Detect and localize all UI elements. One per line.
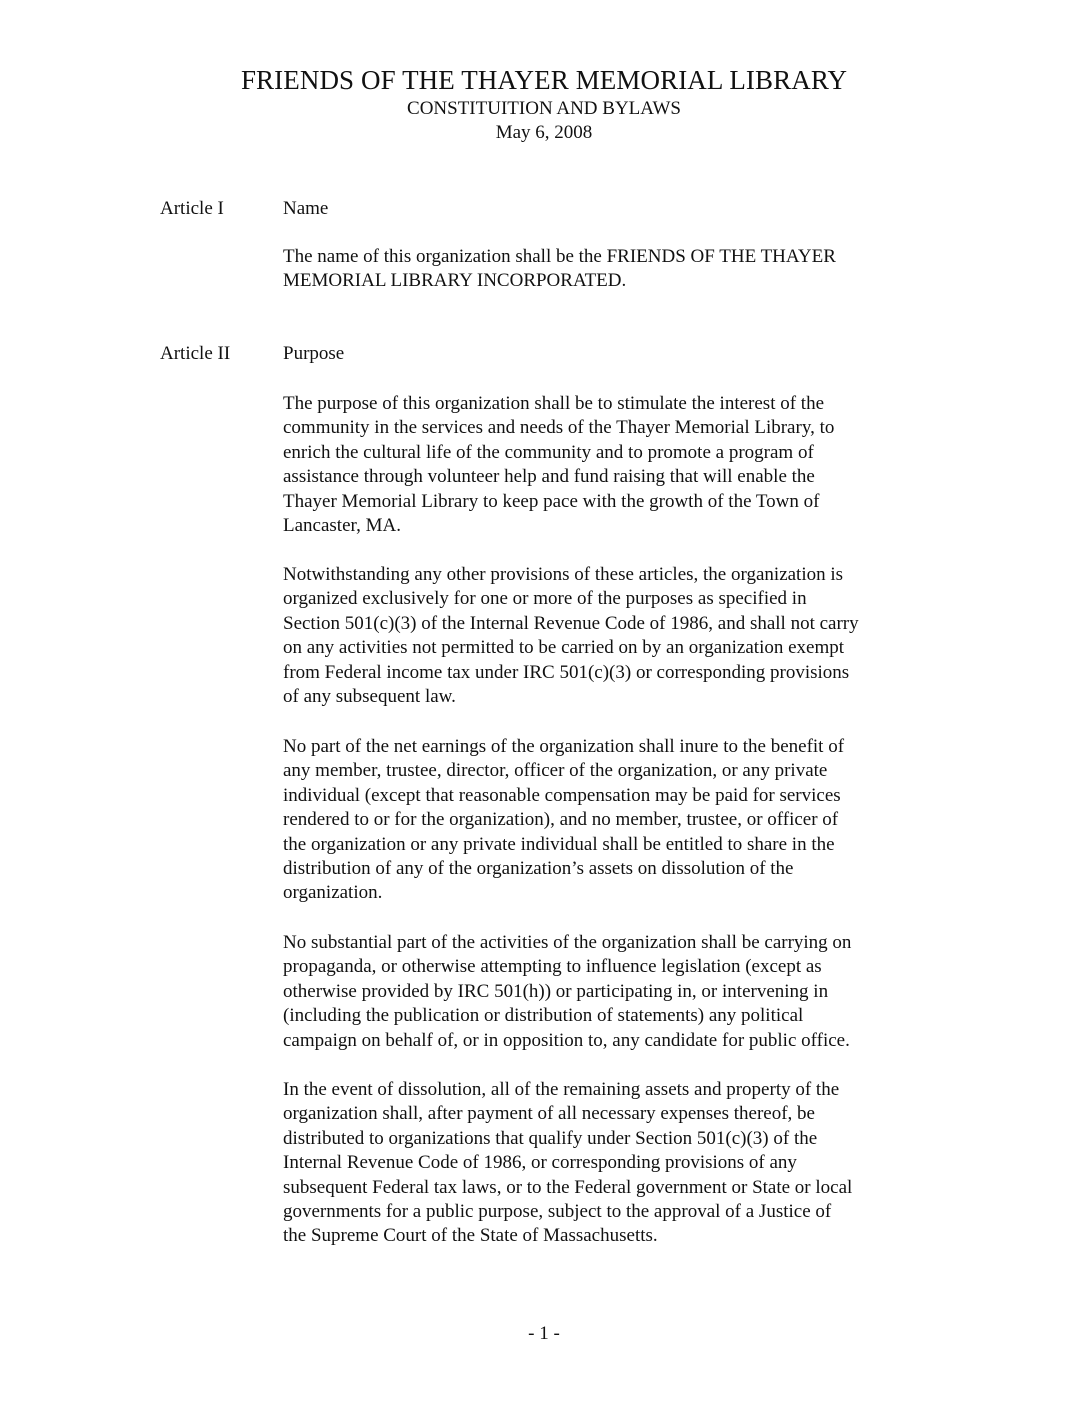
paragraph-line: campaign on behalf of, or in opposition to, any candidate for public office.: [283, 1029, 850, 1051]
paragraph-line: community in the services and needs of the Thayer Memorial Library, to: [283, 417, 835, 439]
paragraph-line: distribution of any of the organization’s assets on dissolution of the: [283, 858, 794, 880]
paragraph-line: MEMORIAL LIBRARY INCORPORATED.: [283, 270, 627, 292]
paragraph-line: organization shall, after payment of all necessary expenses thereof, be: [283, 1103, 815, 1125]
paragraph-line: of any subsequent law.: [283, 686, 456, 708]
article-2-label: Article II: [160, 343, 231, 364]
paragraph-line: No part of the net earnings of the organization shall inure to the benefit of: [283, 736, 845, 757]
paragraph-line: Internal Revenue Code of 1986, or corresponding provisions of any: [283, 1152, 797, 1174]
paragraph-line: individual (except that reasonable compensation may be paid for services: [283, 784, 841, 806]
article-1-label: Article I: [160, 198, 224, 219]
page-number: - 1 -: [528, 1323, 560, 1344]
document-header: [0, 64, 1088, 145]
article-1-paragraph-1: [283, 245, 943, 294]
article-2-paragraph-3: [283, 735, 943, 906]
paragraph-line: The name of this organization shall be the FRIENDS OF THE THAYER: [283, 246, 836, 267]
paragraph-line: otherwise provided by IRC 501(h)) or participating in, or intervening in: [283, 980, 829, 1002]
paragraph-line: Thayer Memorial Library to keep pace with the growth of the Town of: [283, 490, 820, 512]
article-1-heading: Name: [283, 198, 329, 219]
paragraph-line: No substantial part of the activities of the organization shall be carrying on: [283, 932, 852, 953]
document-title: FRIENDS OF THE THAYER MEMORIAL LIBRARY: [240, 65, 848, 95]
paragraph-line: distributed to organizations that qualify under Section 501(c)(3) of the: [283, 1127, 818, 1149]
article-2-heading: Purpose: [283, 343, 345, 364]
article-2-paragraph-5: [283, 1078, 943, 1249]
paragraph-line: Notwithstanding any other provisions of these articles, the organization is: [283, 564, 844, 585]
paragraph-line: on any activities not permitted to be carried on by an organization exempt: [283, 637, 845, 659]
paragraph-line: enrich the cultural life of the community and to promote a program of: [283, 441, 814, 463]
paragraph-line: governments for a public purpose, subject to the approval of a Justice of: [283, 1201, 832, 1223]
article-2-paragraph-4: [283, 931, 943, 1053]
paragraph-line: propaganda, or otherwise attempting to influence legislation (except as: [283, 956, 822, 978]
paragraph-line: Section 501(c)(3) of the Internal Revenue Code of 1986, and shall not carry: [283, 612, 859, 634]
paragraph-line: organization.: [283, 882, 383, 904]
paragraph-line: rendered to or for the organization), and no member, trustee, or officer of: [283, 809, 839, 831]
paragraph-line: In the event of dissolution, all of the remaining assets and property of the: [283, 1079, 840, 1100]
paragraph-line: the organization or any private individual shall be entitled to share in the: [283, 833, 835, 855]
article-2-paragraph-2: [283, 563, 943, 709]
paragraph-line: organized exclusively for one or more of the purposes as specified in: [283, 588, 807, 610]
paragraph-line: assistance through volunteer help and fund raising that will enable the: [283, 466, 815, 488]
paragraph-line: from Federal income tax under IRC 501(c)(3) or corresponding provisions: [283, 661, 850, 683]
paragraph-line: any member, trustee, director, officer of the organization, or any private: [283, 760, 828, 782]
article-2-paragraph-1: [283, 392, 943, 538]
document-subtitle: CONSTITUITION AND BYLAWS: [407, 98, 681, 119]
paragraph-line: Lancaster, MA.: [283, 515, 401, 537]
paragraph-line: subsequent Federal tax laws, or to the Federal government or State or local: [283, 1176, 853, 1198]
paragraph-line: the Supreme Court of the State of Massachusetts.: [283, 1225, 658, 1247]
paragraph-line: The purpose of this organization shall be to stimulate the interest of the: [283, 393, 825, 414]
paragraph-line: (including the publication or distribution of statements) any political: [283, 1005, 804, 1027]
document-date: May 6, 2008: [495, 122, 593, 143]
